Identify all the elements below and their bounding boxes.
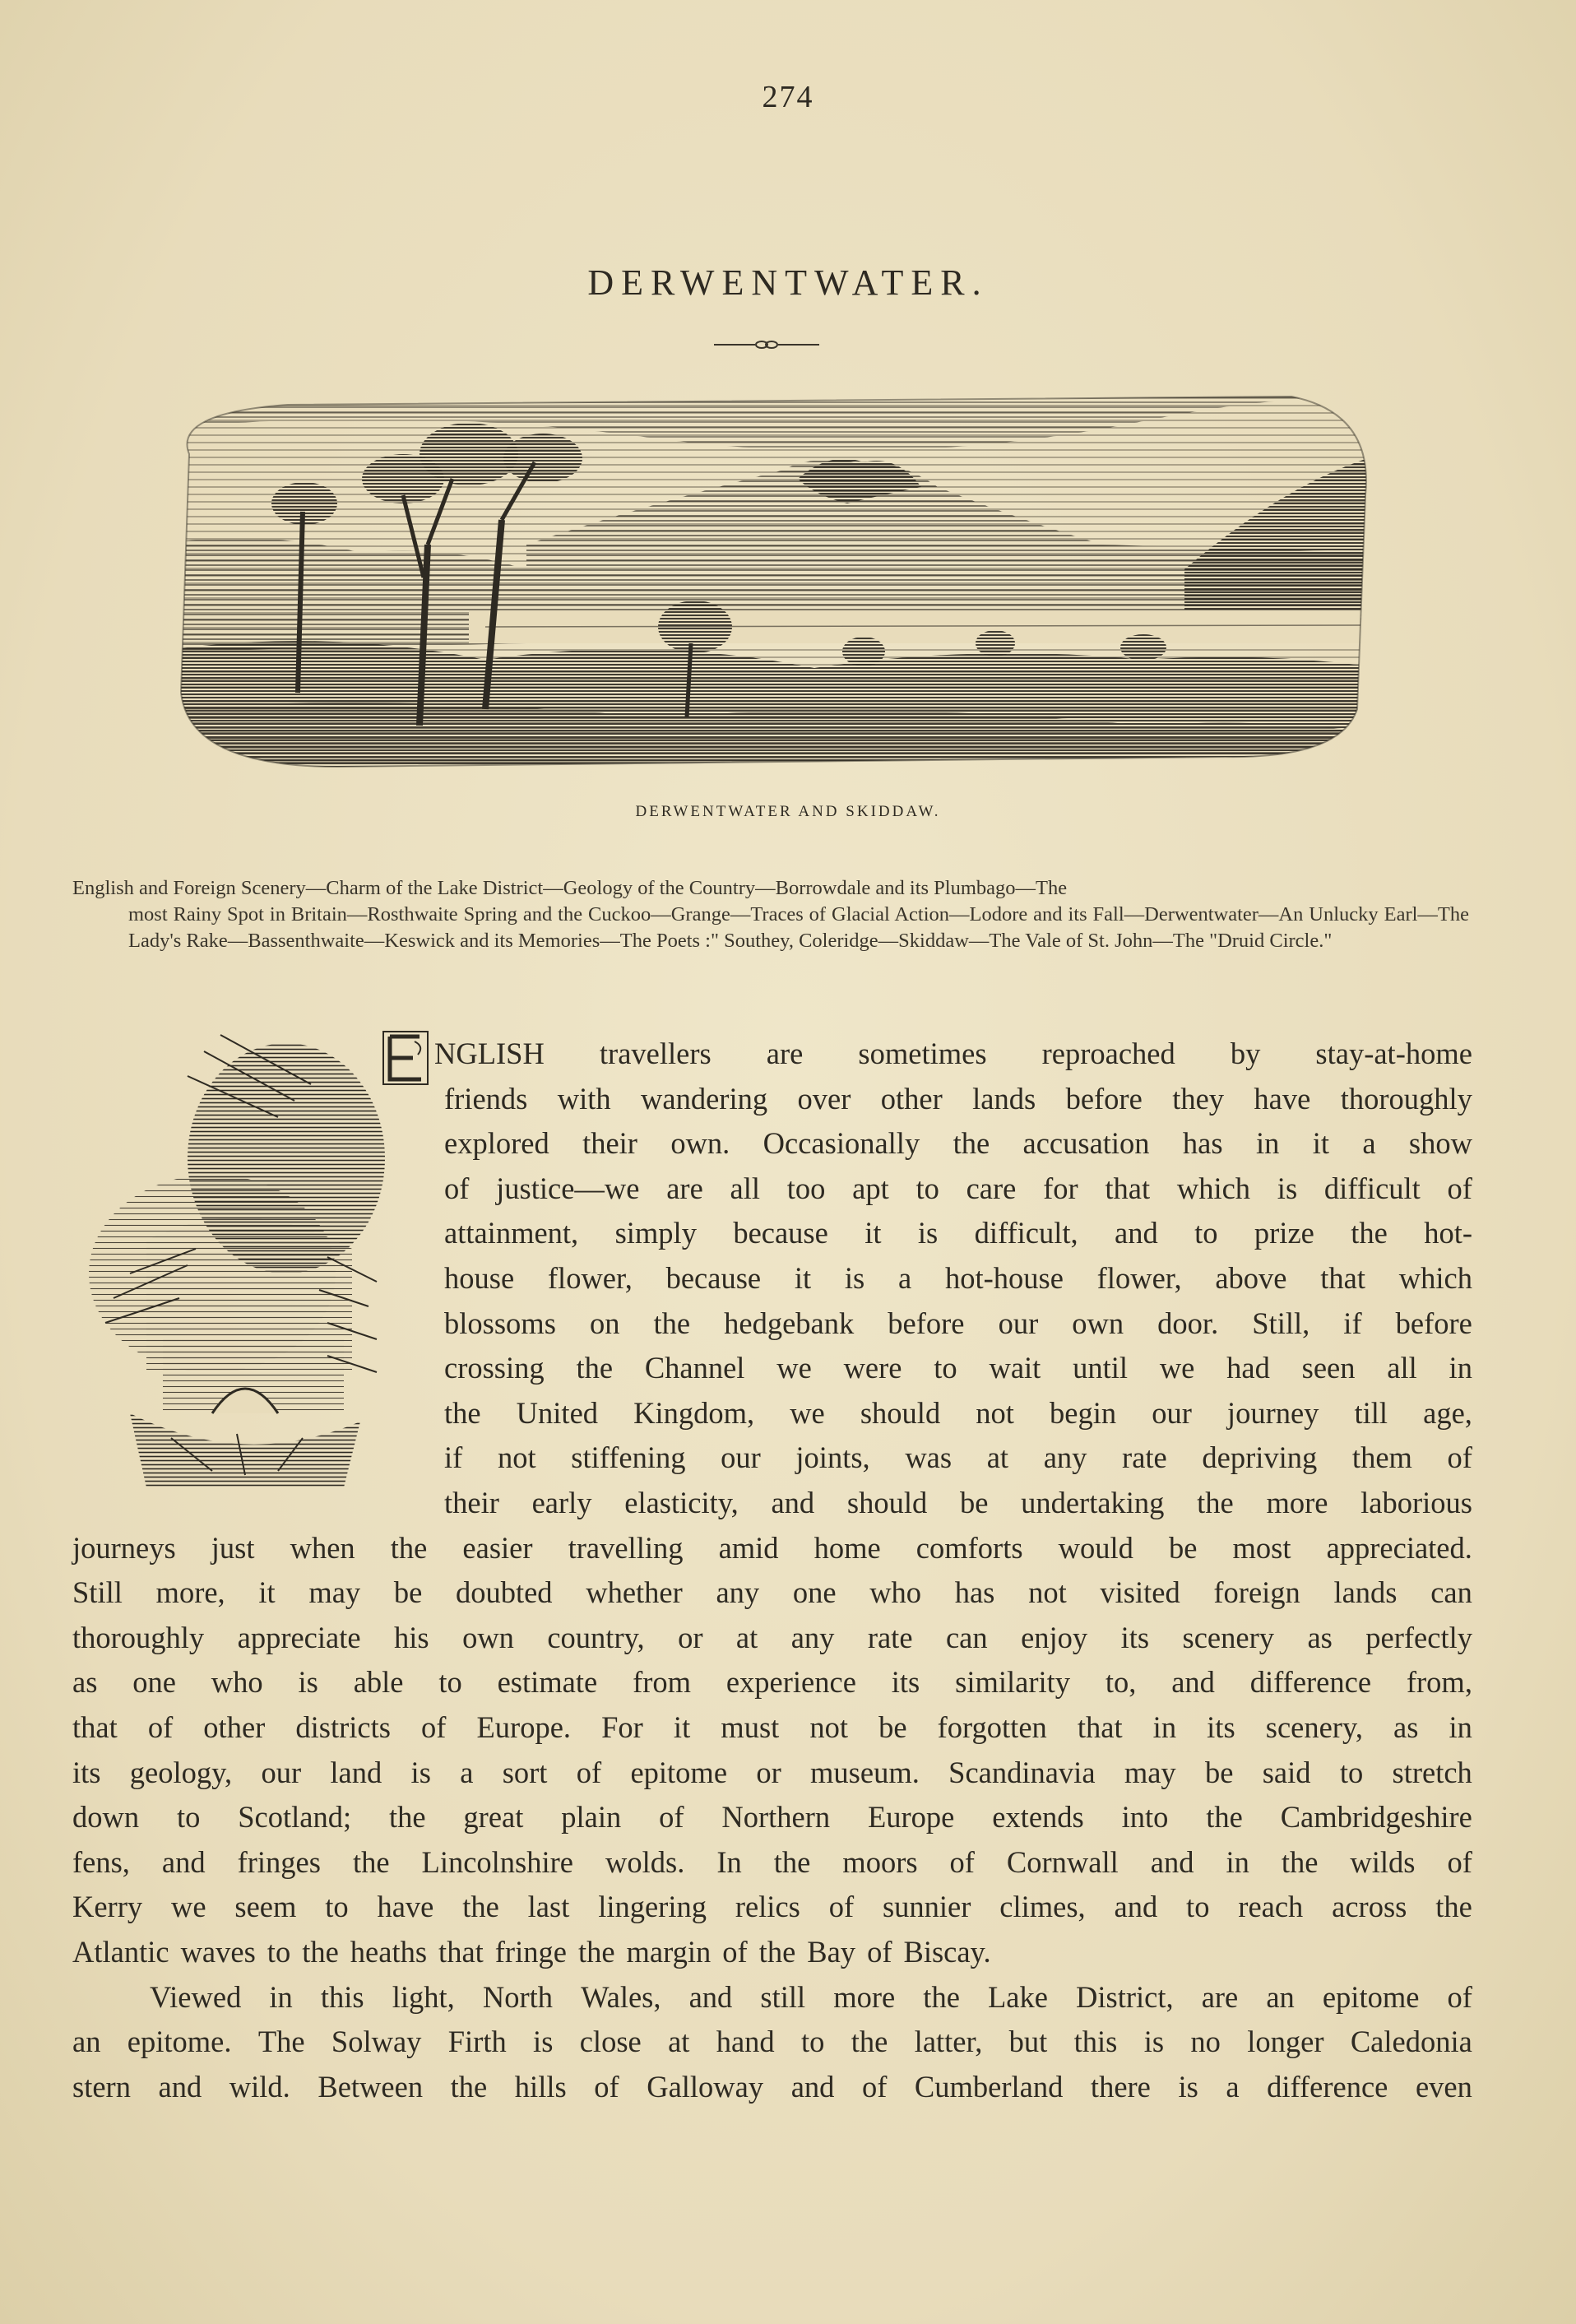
body-line: NGLISH travellers are sometimes reproached by stay-at-home — [434, 1037, 1472, 1070]
body-line: attainment, simply because it is difficult, and to prize the hot- — [444, 1216, 1472, 1250]
body-line: as one who is able to estimate from experience its similarity to, and difference from, — [72, 1665, 1472, 1700]
body-line: journeys just when the easier travelling amid home comforts would be most appreciated. — [72, 1530, 1472, 1565]
body-line: friends with wandering over other lands before they have thoroughly — [444, 1081, 1472, 1116]
bridge-vignette-engraving — [81, 1027, 401, 1496]
body-line: Kerry we seem to have the last lingering relics of sunnier climes, and to reach across the — [72, 1890, 1472, 1924]
body-line: Viewed in this light, North Wales, and still more the Lake District, are an epitome of — [150, 1979, 1472, 2014]
body-line: Atlantic waves to the heaths that fringe the margin of the Bay of Biscay. — [72, 1935, 991, 1969]
body-line: its geology, our land is a sort of epitome or museum. Scandinavia may be said to stretch — [72, 1755, 1472, 1789]
body-line: thoroughly appreciate his own country, or at any rate can enjoy its scenery as perfectly — [72, 1620, 1472, 1654]
body-line: stern and wild. Between the hills of Galloway and of Cumberland there is a difference even — [72, 2069, 1472, 2104]
decorated-initial-e — [382, 1030, 429, 1086]
title-ornament — [714, 336, 819, 354]
synopsis-first-line: English and Foreign Scenery—Charm of the Lake District—Geology of the Country—Borrowdale and its Plumbago—The — [72, 877, 1068, 899]
body-line: down to Scotland; the great plain of Northern Europe extends into the Cambridgeshire — [72, 1800, 1472, 1835]
chapter-title: DERWENTWATER. — [587, 262, 989, 303]
body-line: the United Kingdom, we should not begin our journey till age, — [444, 1395, 1472, 1430]
body-line: of justice—we are all too apt to care for that which is difficult of — [444, 1171, 1472, 1205]
body-line: their early elasticity, and should be undertaking the more laborious — [444, 1486, 1472, 1519]
body-line: Still more, it may be doubted whether any one who has not visited foreign lands can — [72, 1575, 1472, 1610]
page-number: 274 — [762, 80, 814, 114]
body-line: an epitome. The Solway Firth is close at hand to the latter, but this is no longer Caledonia — [72, 2025, 1472, 2059]
body-line: house flower, because it is a hot-house flower, above that which — [444, 1261, 1472, 1295]
body-line: crossing the Channel we were to wait until we had seen all in — [444, 1351, 1472, 1385]
body-line: fens, and fringes the Lincolnshire wolds. In the moors of Cornwall and in the wilds of — [72, 1844, 1472, 1879]
chapter-synopsis — [72, 875, 1469, 954]
plate-caption: DERWENTWATER AND SKIDDAW. — [635, 803, 941, 820]
synopsis-continuation: most Rainy Spot in Britain—Rosthwaite Spring and the Cuckoo—Grange—Traces of Glacial Action—Lodore and its Fall—Derwentwater—An Unlucky Earl—The Lady's Rake—Bassenthwaite—Keswick and its Memories—The Poets :" Southey, Coleridge—Skiddaw—The Vale of St. John—The "Druid Circle." — [128, 903, 1469, 952]
body-line: that of other districts of Europe. For it must not be forgotten that in its scenery, as in — [72, 1710, 1472, 1744]
body-line: if not stiffening our joints, was at any rate depriving them of — [444, 1440, 1472, 1475]
body-line: explored their own. Occasionally the accusation has in it a show — [444, 1126, 1472, 1161]
landscape-engraving — [156, 380, 1382, 783]
body-line: blossoms on the hedgebank before our own door. Still, if before — [444, 1306, 1472, 1340]
